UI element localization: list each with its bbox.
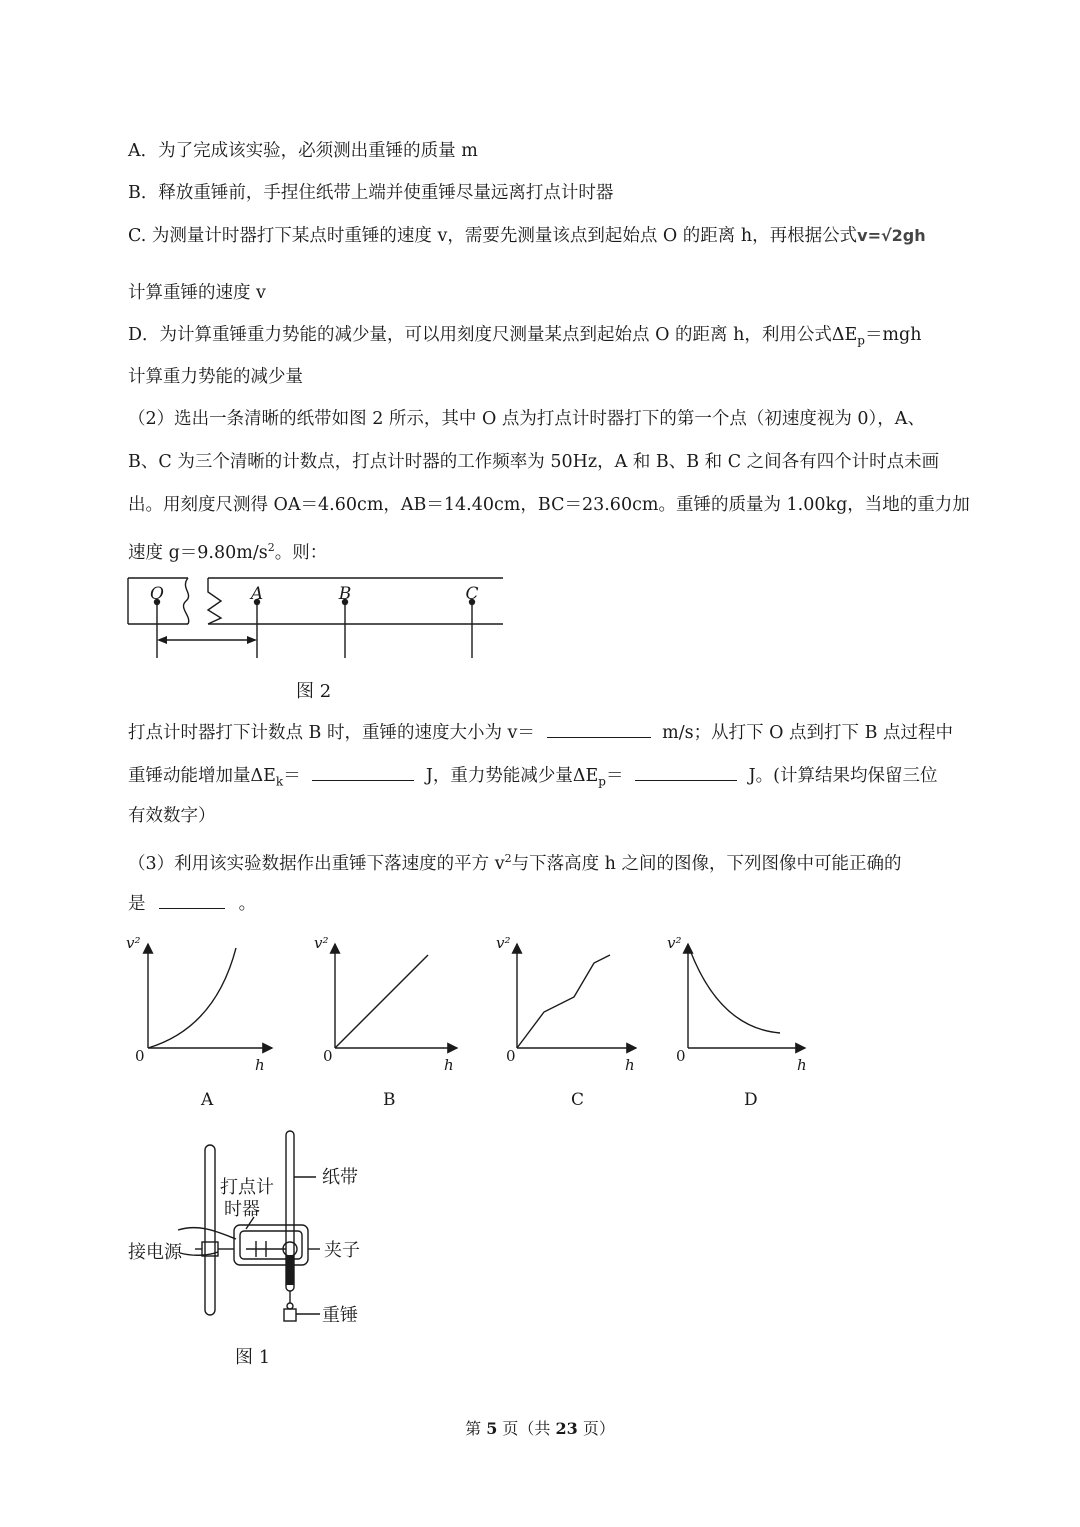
figure-1-caption: 图 1 xyxy=(235,1347,271,1368)
graph-d-label: D xyxy=(744,1090,758,1110)
tape-point-b: B xyxy=(338,584,352,604)
option-a: A．为了完成该实验，必须测出重锤的质量 m xyxy=(128,141,478,161)
q2-ep-sub: p xyxy=(598,774,606,789)
q3-line-1 xyxy=(128,847,902,876)
figure-1-apparatus xyxy=(120,1125,380,1355)
q3-line-2 xyxy=(128,890,256,916)
graph-options xyxy=(120,928,820,1078)
graph-c-ylabel: v² xyxy=(496,934,511,952)
kinetic-energy-answer-blank[interactable] xyxy=(312,762,414,781)
option-c-continued: 计算重锤的速度 v xyxy=(128,283,266,303)
q2-ek-text: 重锤动能增加量ΔE xyxy=(128,766,276,786)
graph-d-ylabel: v² xyxy=(667,934,682,952)
q2-then-text: 。则： xyxy=(274,542,328,563)
tape-point-c: C xyxy=(465,584,479,604)
footer-page-number: 5 xyxy=(486,1419,498,1438)
graph-c-origin: 0 xyxy=(506,1047,516,1065)
weight-label: 重锤 xyxy=(322,1305,358,1326)
q2-gravity-sup: 2 xyxy=(267,541,275,554)
graph-d-curve xyxy=(690,950,780,1033)
graph-d-xlabel: h xyxy=(797,1056,807,1074)
q2-ask-2-tail: J。(计算结果均保留三位 xyxy=(748,766,938,786)
option-c xyxy=(128,224,926,248)
q3-is-text: 是 xyxy=(128,894,146,914)
q3-text-tail: 与下落高度 h 之间的图像，下列图像中可能正确的 xyxy=(511,853,902,874)
clip-label: 夹子 xyxy=(324,1240,360,1261)
q3-text: （3）利用该实验数据作出重锤下落速度的平方 v xyxy=(128,853,505,874)
graph-c-label: C xyxy=(571,1090,585,1110)
q2-ep-equals: ＝ xyxy=(605,766,624,786)
q2-line-3: 出。用刻度尺测得 OA＝4.60cm，AB＝14.40cm，BC＝23.60cm。重锤的质量为 1.00kg，当地的重力加 xyxy=(128,495,970,515)
footer-prefix: 第 xyxy=(465,1419,487,1438)
q2-ask-2 xyxy=(128,762,937,794)
graph-c-xlabel: h xyxy=(625,1056,635,1074)
graph-a-label: A xyxy=(201,1090,214,1110)
figure-2-paper-tape xyxy=(120,570,520,670)
q2-ask-1-tail: m/s；从打下 O 点到打下 B 点过程中 xyxy=(662,723,954,743)
q3-sup: 2 xyxy=(504,852,512,865)
tape-point-o: O xyxy=(150,584,164,604)
graph-c-line xyxy=(517,955,610,1048)
graph-a-curve xyxy=(148,948,236,1048)
graph-d-origin: 0 xyxy=(676,1047,686,1065)
q2-gravity-text: 速度 g＝9.80m/s xyxy=(128,542,268,563)
q3-period: 。 xyxy=(238,894,257,914)
option-d-sub: p xyxy=(857,333,865,348)
graph-choice-answer-blank[interactable] xyxy=(159,890,225,909)
option-d-text: D．为计算重锤重力势能的减少量，可以用刻度尺测量某点到起始点 O 的距离 h，利用公式ΔE xyxy=(128,325,858,345)
option-d-continued: 计算重力势能的减少量 xyxy=(128,367,303,387)
option-d xyxy=(128,323,922,353)
graph-a-origin: 0 xyxy=(135,1047,145,1065)
q2-ek-sub: k xyxy=(275,774,284,789)
option-c-formula: v=√2gh xyxy=(857,226,926,245)
potential-energy-answer-blank[interactable] xyxy=(635,762,737,781)
footer-mid: 页（共 xyxy=(497,1419,556,1438)
graph-b-origin: 0 xyxy=(323,1047,333,1065)
graph-b-line xyxy=(335,955,428,1048)
tape-point-a: A xyxy=(250,584,264,604)
option-d-formula: ＝mgh xyxy=(864,325,922,345)
q2-ek-equals: ＝ xyxy=(283,766,301,786)
q2-ask-1 xyxy=(128,719,953,745)
graph-a-xlabel: h xyxy=(255,1056,265,1074)
page-footer xyxy=(0,1416,1080,1439)
power-supply-label: 接电源 xyxy=(128,1242,182,1263)
footer-suffix: 页） xyxy=(577,1419,615,1438)
velocity-answer-blank[interactable] xyxy=(547,719,651,738)
footer-total-pages: 23 xyxy=(555,1419,578,1438)
figure-2-caption: 图 2 xyxy=(296,681,332,702)
graph-b-ylabel: v² xyxy=(314,934,329,952)
paper-tape-label: 纸带 xyxy=(322,1167,358,1188)
q2-ask-3: 有效数字） xyxy=(128,806,216,826)
graph-b-label: B xyxy=(383,1090,396,1110)
option-b: B．释放重锤前，手捏住纸带上端并使重锤尽量远离打点计时器 xyxy=(128,183,614,203)
q2-line-4 xyxy=(128,536,327,565)
timer-label-line-2: 时器 xyxy=(224,1199,260,1220)
graph-b-xlabel: h xyxy=(444,1056,454,1074)
q2-line-1: （2）选出一条清晰的纸带如图 2 所示，其中 O 点为打点计时器打下的第一个点（初速度视为 0），A、 xyxy=(128,409,925,429)
option-c-text: C. 为测量计时器打下某点时重锤的速度 v，需要先测量该点到起始点 O 的距离 h，再根据公式 xyxy=(128,226,858,246)
timer-label-line-1: 打点计 xyxy=(220,1177,274,1198)
q2-ep-text: J，重力势能减少量ΔE xyxy=(425,766,599,786)
q2-line-2: B、C 为三个清晰的计数点，打点计时器的工作频率为 50Hz，A 和 B、B 和 C 之间各有四个计时点未画 xyxy=(128,452,940,472)
graph-a-ylabel: v² xyxy=(126,934,141,952)
q2-ask-1-text: 打点计时器打下计数点 B 时，重锤的速度大小为 v＝ xyxy=(128,723,535,743)
